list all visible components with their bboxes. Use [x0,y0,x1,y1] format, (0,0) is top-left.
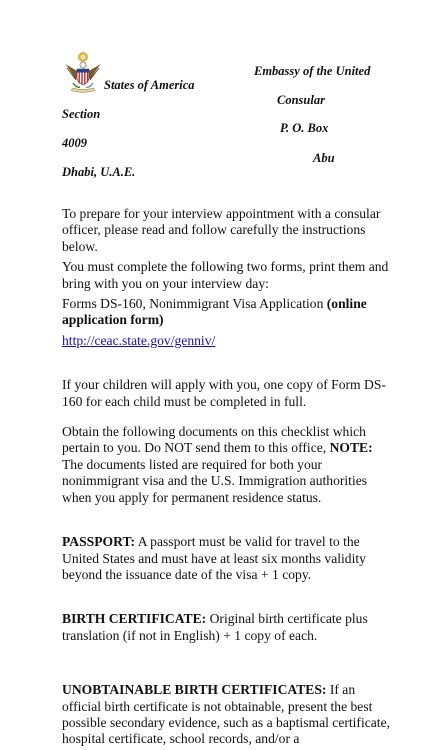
embassy-name-line2: States of America [104,78,195,92]
letterhead [0,0,422,185]
forms-intro-paragraph: You must complete the following two forms, print them and bring with you on your interview day: [62,259,389,291]
section-line2: Section [62,107,101,121]
passport-text: A passport must be valid for travel to the United States and must have at least six months validity beyond the issuance date of the visa + 1 copy. [62,534,366,582]
ceac-link-paragraph [62,333,392,349]
birth-certificate-label: BIRTH CERTIFICATE: [62,611,207,627]
ceac-link[interactable]: http://ceac.state.gov/genniv/ [62,332,216,348]
checklist-paragraph [62,424,392,506]
note-text: The documents listed are required for both your nonimmigrant visa and the U.S. Immigration authorities when you apply for permanent residence status. [62,456,368,505]
passport-label: PASSPORT: [62,534,136,550]
po-box-line1: P. O. Box [280,121,329,135]
document-body [62,206,392,748]
intro-paragraph: To prepare for your interview appointment with a consular officer, please read and follow carefully the instructions below. [62,206,381,254]
city-line2: Dhabi, U.A.E. [62,165,136,179]
unobtainable-label: UNOBTAINABLE BIRTH CERTIFICATES: [62,682,327,698]
eagle-seal-icon [63,50,103,94]
unobtainable-birth-certificates-paragraph [62,682,392,748]
birth-certificate-text: Original birth certificate plus translation (if not in English) + 1 copy of each. [62,611,368,643]
section-line1: Consular [277,93,325,107]
unobtainable-text: If an official birth certificate is not obtainable, present the best possible secondary evidence, such as a baptismal certificate, hospital certificate, school records, and/or a [62,682,391,747]
form-ds160-online-note: (online application form) [62,296,367,328]
children-paragraph: If your children will apply with you, one copy of Form DS-160 for each child must be completed in full. [62,377,386,409]
po-box-line2: 4009 [62,136,87,150]
birth-certificate-paragraph [62,611,392,644]
form-ds160-label: Forms DS-160, Nonimmigrant Visa Application [62,296,327,312]
city-line1: Abu [313,151,335,165]
note-label: NOTE: [329,440,373,456]
embassy-name-line1: Embassy of the United [254,64,371,78]
passport-paragraph [62,534,392,583]
checklist-text: Obtain the following documents on this checklist which pertain to you. Do NOT send them to this office, [62,424,366,456]
form-ds160-paragraph [62,296,392,329]
